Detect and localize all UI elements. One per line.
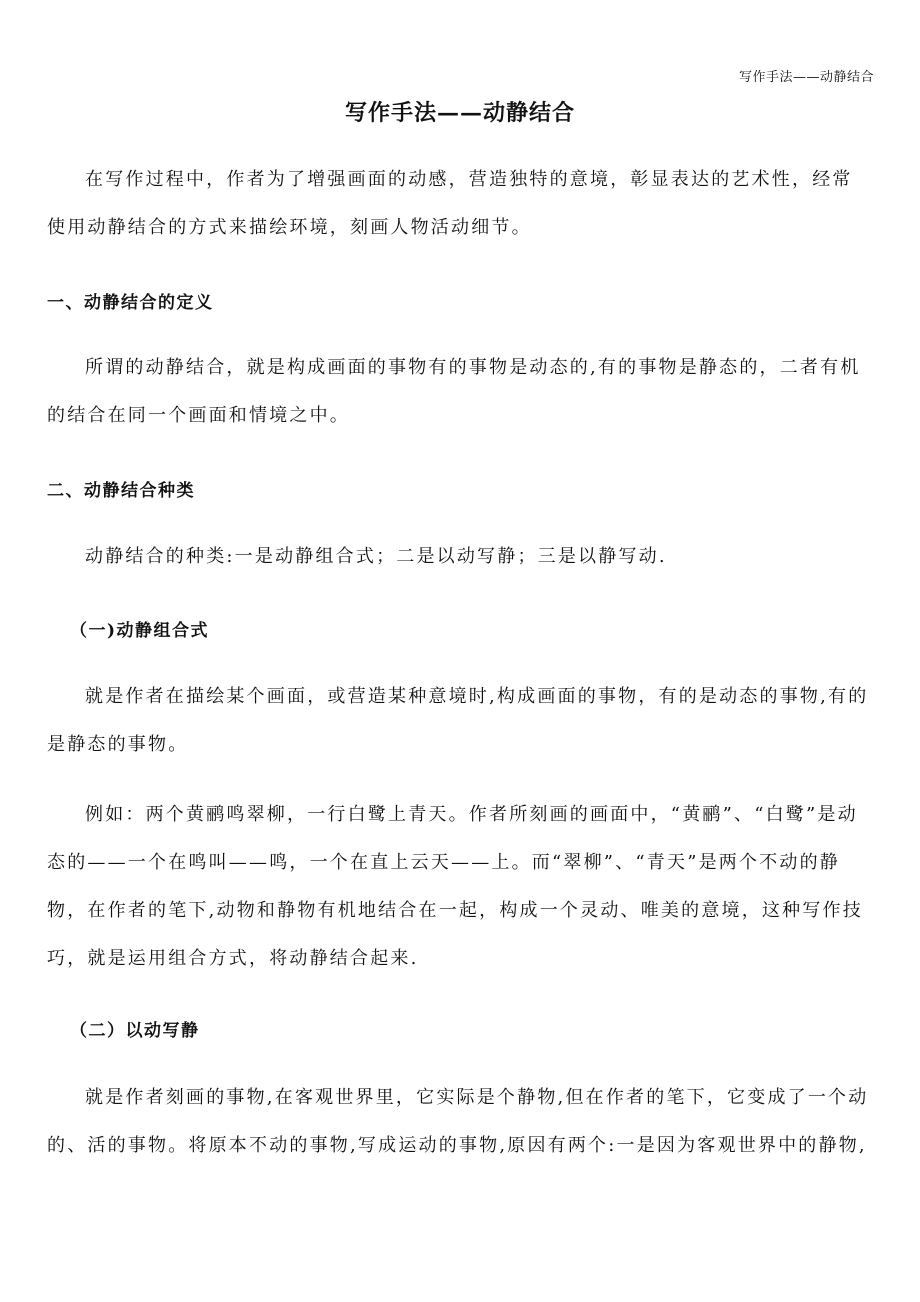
subheading-motion-for-stillness: （二）以动写静 xyxy=(70,1021,200,1041)
section-heading-types: 二、动静结合种类 xyxy=(47,481,195,501)
running-header: 写作手法——动静结合 xyxy=(738,70,874,85)
section-heading-definition: 一、动静结合的定义 xyxy=(47,293,214,313)
document-title: 写作手法——动静结合 xyxy=(344,100,575,126)
definition-paragraph: 所谓的动静结合，就是构成画面的事物有的事物是动态的,有的事物是静态的，二者有机的结合在同一个画面和情境之中。 xyxy=(47,357,861,426)
intro-paragraph: 在写作过程中，作者为了增强画面的动感，营造独特的意境，彰显表达的艺术性，经常使用动静结合的方式来描绘环境，刻画人物活动细节。 xyxy=(47,169,853,238)
types-paragraph: 动静结合的种类:一是动静组合式；二是以动写静；三是以静写动. xyxy=(85,546,667,567)
motion-for-stillness-paragraph: 就是作者刻画的事物,在客观世界里，它实际是个静物,但在作者的笔下，它变成了一个动的、活的事物。将原本不动的事物,写成运动的事物,原因有两个:一是因为客观世界中的静物, xyxy=(47,1087,869,1156)
subheading-combination: （一)动静组合式 xyxy=(70,621,210,641)
combination-paragraph: 就是作者在描绘某个画面，或营造某种意境时,构成画面的事物，有的是动态的事物,有的是静态的事物。 xyxy=(47,686,869,755)
example-paragraph: 例如：两个黄鹂鸣翠柳，一行白鹭上青天。作者所刻画的画面中，“黄鹂”、“白鹭”是动态的——一个在鸣叫——鸣，一个在直上云天——上。而“翠柳”、“青天”是两个不动的静物，在作者的笔下,动物和静物有机地结合在一起，构成一个灵动、唯美的意境，这种写作技巧，就是运用组合方式，将动静结合起来. xyxy=(47,804,863,969)
